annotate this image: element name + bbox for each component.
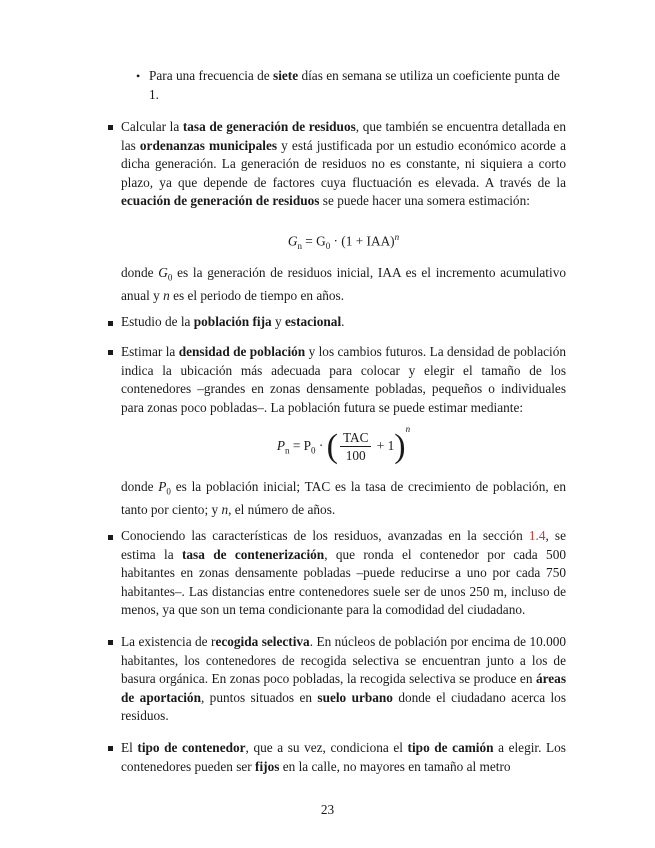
math-sub: 0 (311, 445, 316, 456)
math-var: n (221, 502, 229, 518)
bold-term: siete (273, 68, 299, 83)
math-text: = P (289, 438, 312, 453)
text-span: , que también se encuentra detallada en las (121, 119, 566, 153)
bold-term: suelo urbano (317, 689, 393, 705)
text-span: El (121, 740, 138, 755)
text-span: es el periodo de tiempo en años. (169, 288, 345, 304)
text-span: Calcular la (121, 119, 183, 134)
bold-term: ordenanzas municipales (139, 137, 278, 153)
square-bullet-icon (108, 321, 113, 326)
text-span: , puntos situados en (200, 689, 318, 705)
list-item-density (121, 343, 566, 417)
bold-term: densidad de población (178, 344, 306, 359)
formula-1-description (121, 264, 566, 306)
left-paren: ( (326, 427, 338, 465)
text-span: donde el ciudadano acerca los residuos. (121, 689, 566, 723)
bold-term: áreas de aportación (121, 671, 566, 705)
fraction-numerator: TAC (340, 429, 372, 447)
text-span: Conociendo las características de los residuos, avanzadas en la sección (121, 528, 529, 543)
text-span: Para una frecuencia de (149, 68, 274, 83)
square-bullet-icon (108, 746, 113, 751)
page-number: 23 (320, 802, 335, 817)
bold-term: estacional (285, 314, 342, 329)
math-text: · (1 + IAA) (330, 233, 395, 249)
text-span: a elegir. Los contenedores pueden ser (121, 740, 566, 774)
math-text: + 1 (373, 438, 395, 453)
text-span: es la generación de residuos inicial, IAA es el incremento acumulativo anual y (121, 265, 566, 304)
math-sub: 0 (325, 241, 331, 252)
math-sub: n (297, 241, 302, 252)
square-bullet-icon (108, 640, 113, 645)
math-exp: n (394, 232, 400, 242)
math-var: G (158, 265, 168, 280)
text-span: . (341, 314, 345, 329)
text-span: La existencia de r (121, 634, 216, 649)
sub-bullet-text (149, 67, 569, 104)
text-span: . En núcleos de población por encima de 10.000 habitantes, los contenedores de recogida selectiva se encuentran junto a los de basura orgánica. En zonas poco pobladas, la recogida selectiva se produce en (121, 634, 567, 686)
text-span: , que ronda el contenedor por cada 500 habitantes en zonas densamente pobladas –puede reducirse a uno por cada 750 habitantes–. Las distancias entre contenedores suele ser de unos 250 m, incluso de menos, ya que son un tema condicionante para la comodidad del ciudadano. (121, 546, 566, 617)
square-bullet-icon (108, 125, 113, 130)
list-item-selective-collection (121, 633, 566, 726)
list-item-container-type (121, 739, 566, 776)
text-span: y está justificada por un estudio económico acorde a dicha generación. La generación de residuos no es constante, ni siquiera a corto plazo, ya que depende de factores cuya fluctuación es elevada. A través de la (121, 137, 566, 190)
text-span: es la población inicial; TAC es la tasa de crecimiento de población, en tanto por ciento; y (121, 479, 567, 518)
text-span: días en semana se utiliza un coeficiente punta de 1. (149, 68, 560, 102)
bold-term: tasa de generación de residuos (182, 119, 356, 134)
math-var: P (276, 438, 285, 453)
bold-term: tasa de contenerización (181, 546, 325, 562)
bold-term: población fija (193, 314, 272, 329)
text-span: en la calle, no mayores en tamaño al metro (279, 758, 511, 774)
text-span: se puede hacer una somera estimación: (319, 193, 530, 208)
list-item-population (121, 313, 566, 332)
text-span: , se estima la (121, 528, 566, 562)
text-span: donde (121, 265, 159, 280)
bold-term: fijos (255, 758, 280, 774)
text-span: , el número de años. (228, 502, 336, 518)
text-span: Estudio de la (121, 314, 194, 329)
text-span: Estimar la (121, 344, 179, 359)
math-sub: n (285, 445, 290, 456)
bold-term: tipo de contenedor (137, 740, 246, 755)
text-span: y (271, 314, 285, 329)
math-var: G (287, 233, 298, 249)
text-span: donde (121, 479, 159, 494)
text-span: y los cambios futuros. La densidad de población indica la ubicación más adecuada para colocar y elegir el tamaño de los contenedores –grandes en zonas densamente pobladas, pequeños o individuales para zonas poco pobladas–. La población futura se puede estimar mediante: (121, 344, 566, 415)
list-item-generation-rate (121, 118, 566, 211)
text-span: , que a su vez, condiciona el (245, 740, 408, 755)
fraction (340, 429, 372, 464)
bold-term: tipo de camión (407, 740, 494, 755)
square-bullet-icon (108, 535, 113, 540)
list-item-containerization (121, 527, 566, 620)
math-sub: 0 (167, 272, 173, 283)
formula-2-description (121, 478, 566, 520)
math-text: = G (301, 233, 326, 249)
bold-term: ecuación de generación de residuos (121, 193, 320, 208)
bold-term: ecogida selectiva (215, 634, 310, 649)
section-reference-link[interactable]: 1.4 (528, 528, 546, 543)
formula-population (121, 420, 566, 464)
square-bullet-icon (108, 350, 113, 355)
math-exp: n (405, 424, 411, 434)
math-text: · (315, 438, 327, 453)
math-var: P (158, 479, 167, 494)
formula-waste-generation (121, 228, 566, 256)
math-sub: 0 (166, 486, 171, 497)
fraction-denominator: 100 (345, 448, 366, 464)
round-bullet-icon: • (136, 69, 141, 83)
math-var: n (163, 288, 170, 304)
right-paren: ) (394, 427, 406, 465)
